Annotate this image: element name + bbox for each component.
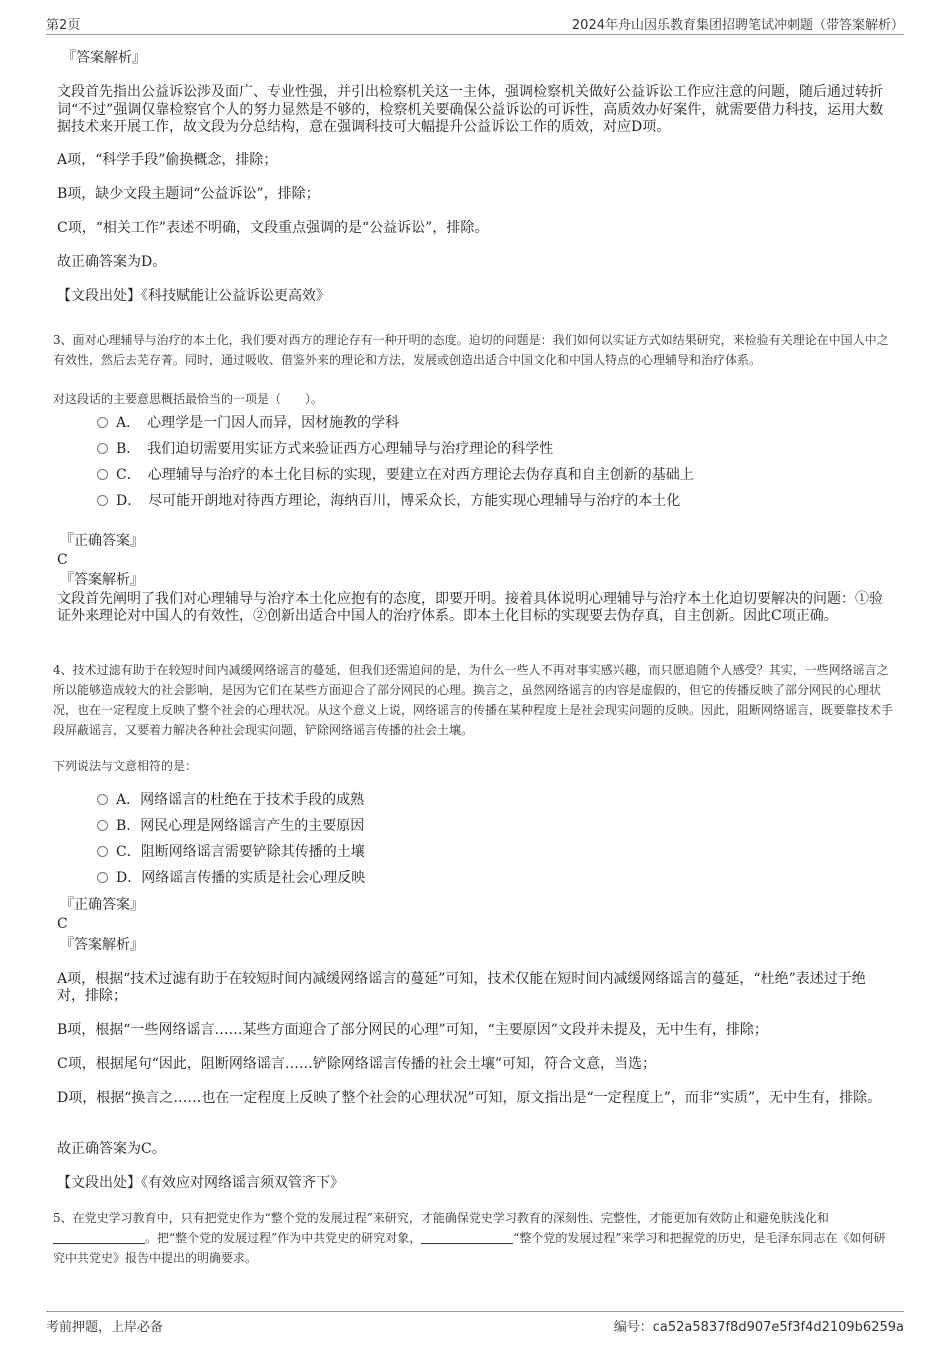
q4-option-d-analysis: D项，根据“换言之……也在一定程度上反映了整个社会的心理状况”可知，原文指出是“一定程度上”，而非“实质”，无中生有，排除。 xyxy=(57,1090,882,1106)
q2-source: 【文段出处】《科技赋能让公益诉讼更高效》 xyxy=(57,288,330,304)
q4-option-c[interactable]: C．阻断网络谣言需要铲除其传播的土壤 xyxy=(97,843,365,861)
q3-question: 对这段话的主要意思概括最恰当的一项是（ ）。 xyxy=(53,392,324,406)
document-code: 编号：ca52a5837f8d907e5f3f4d2109b6259a xyxy=(613,1320,904,1335)
radio-icon[interactable] xyxy=(97,443,108,454)
blank-1[interactable] xyxy=(53,1231,145,1244)
blank-2[interactable] xyxy=(421,1231,513,1244)
q2-option-a-analysis: A项，“科学手段”偷换概念，排除； xyxy=(57,152,278,168)
radio-icon[interactable] xyxy=(97,495,108,506)
radio-icon[interactable] xyxy=(97,794,108,805)
q4-option-a[interactable]: A．网络谣言的杜绝在于技术手段的成熟 xyxy=(97,791,364,809)
q3-analysis-text: 文段首先阐明了我们对心理辅导与治疗本土化应抱有的态度，即要开明。接着具体说明心理辅导与治疗本土化迫切要解决的问题：①验证外来理论对中国人的有效性，②创新出适合中国人的治疗体系。即本土化目标的实现要去伪存真，自主创新。因此C项正确。 xyxy=(57,591,883,624)
q3-answer: C xyxy=(57,552,68,568)
radio-icon[interactable] xyxy=(97,820,108,831)
q4-analysis-label: 『答案解析』 xyxy=(60,937,144,953)
radio-icon[interactable] xyxy=(97,872,108,883)
q2-option-c-analysis: C项，“相关工作”表述不明确，文段重点强调的是“公益诉讼”，排除。 xyxy=(57,220,489,236)
q2-conclusion: 故正确答案为D。 xyxy=(57,254,167,270)
q3-option-d[interactable]: D． 尽可能开朗地对待西方理论，海纳百川，博采众长，方能实现心理辅导与治疗的本土化 xyxy=(97,492,680,510)
q3-option-c[interactable]: C． 心理辅导与治疗的本土化目标的实现，要建立在对西方理论去伪存真和自主创新的基础上 xyxy=(97,466,694,484)
q4-option-c-analysis: C项，根据尾句“因此，阻断网络谣言……铲除网络谣言传播的社会土壤”可知，符合文意，当选； xyxy=(57,1056,657,1072)
q2-analysis-label: 『答案解析』 xyxy=(62,50,146,66)
radio-icon[interactable] xyxy=(97,846,108,857)
q3-stem: 3、面对心理辅导与治疗的本土化，我们要对西方的理论存有一种开明的态度。迫切的问题是：我们如何以实证方式如结果研究，来检验有关理论在中国人中之有效性，然后去芜存菁。同时，通过吸收、借鉴外来的理论和方法，发展或创造出适合中国文化和中国人特点的心理辅导和治疗体系。 xyxy=(53,333,889,367)
q2-option-b-analysis: B项，缺少文段主题词“公益诉讼”，排除； xyxy=(57,186,320,202)
q3-option-b[interactable]: B． 我们迫切需要用实证方式来验证西方心理辅导与治疗理论的科学性 xyxy=(97,440,553,458)
q4-option-d[interactable]: D．网络谣言传播的实质是社会心理反映 xyxy=(97,869,365,887)
document-title: 2024年舟山因乐教育集团招聘笔试冲刺题（带答案解析） xyxy=(571,18,904,33)
q4-option-b[interactable]: B．网民心理是网络谣言产生的主要原因 xyxy=(97,817,364,835)
radio-icon[interactable] xyxy=(97,417,108,428)
radio-icon[interactable] xyxy=(97,469,108,480)
q4-answer-label: 『正确答案』 xyxy=(60,897,144,913)
q3-option-a[interactable]: A． 心理学是一门因人而异，因材施教的学科 xyxy=(97,414,399,432)
q5-stem: 5、在党史学习教育中，只有把党史作为“整个党的发展过程”来研究，才能确保党史学习教育的深刻性、完整性，才能更加有效防止和避免肤浅化和。把“整个党的发展过程”作为中共党史的研究对象， “整个党的发展过程”来学习和把握党的历史，是毛泽东同志在《如何研究中共党史》报告中提出的明确要求。 xyxy=(53,1211,886,1265)
q3-answer-label: 『正确答案』 xyxy=(60,533,144,549)
footer-slogan: 考前押题，上岸必备 xyxy=(46,1320,164,1335)
q4-stem: 4、技术过滤有助于在较短时间内减缓网络谣言的蔓延，但我们还需追问的是，为什么一些人不再对事实感兴趣，而只愿追随个人感受？其实，一些网络谣言之所以能够造成较大的社会影响，是因为它们在某些方面迎合了部分网民的心理。换言之，虽然网络谣言的内容是虚假的，但它的传播反映了部分网民的心理状况，也在一定程度上反映了整个社会的心理状况。从这个意义上说，网络谣言的传播在某种程度上是社会现实问题的反映。因此，阻断网络谣言，既要靠技术手段屏蔽谣言，又要着力解决各种社会现实问题，铲除网络谣言传播的社会土壤。 xyxy=(53,663,894,737)
q4-conclusion: 故正确答案为C。 xyxy=(57,1141,166,1157)
q4-option-a-analysis: A项，根据“技术过滤有助于在较短时间内减缓网络谣言的蔓延”可知，技术仅能在短时间内减缓网络谣言的蔓延，“杜绝”表述过于绝对，排除； xyxy=(57,971,866,1004)
page-header xyxy=(46,14,904,35)
page-number: 第2页 xyxy=(46,18,81,33)
q4-source: 【文段出处】《有效应对网络谣言须双管齐下》 xyxy=(57,1175,344,1191)
q4-answer: C xyxy=(57,916,68,932)
q2-analysis-text: 文段首先指出公益诉讼涉及面广、专业性强，并引出检察机关这一主体，强调检察机关做好公益诉讼工作应注意的问题，随后通过转折词“不过”强调仅靠检察官个人的努力显然是不够的，检察机关要确保公益诉讼的可诉性，高质效办好案件，就需要借力科技，运用大数据技术来开展工作，故文段为分总结构，意在强调科技可大幅提升公益诉讼工作的质效，对应D项。 xyxy=(57,84,884,135)
q4-option-b-analysis: B项，根据“一些网络谣言……某些方面迎合了部分网民的心理”可知，“主要原因”文段并未提及，无中生有，排除； xyxy=(57,1022,768,1038)
q3-analysis-label: 『答案解析』 xyxy=(60,572,144,588)
page-footer xyxy=(46,1311,904,1334)
q4-question: 下列说法与文意相符的是： xyxy=(53,759,198,773)
